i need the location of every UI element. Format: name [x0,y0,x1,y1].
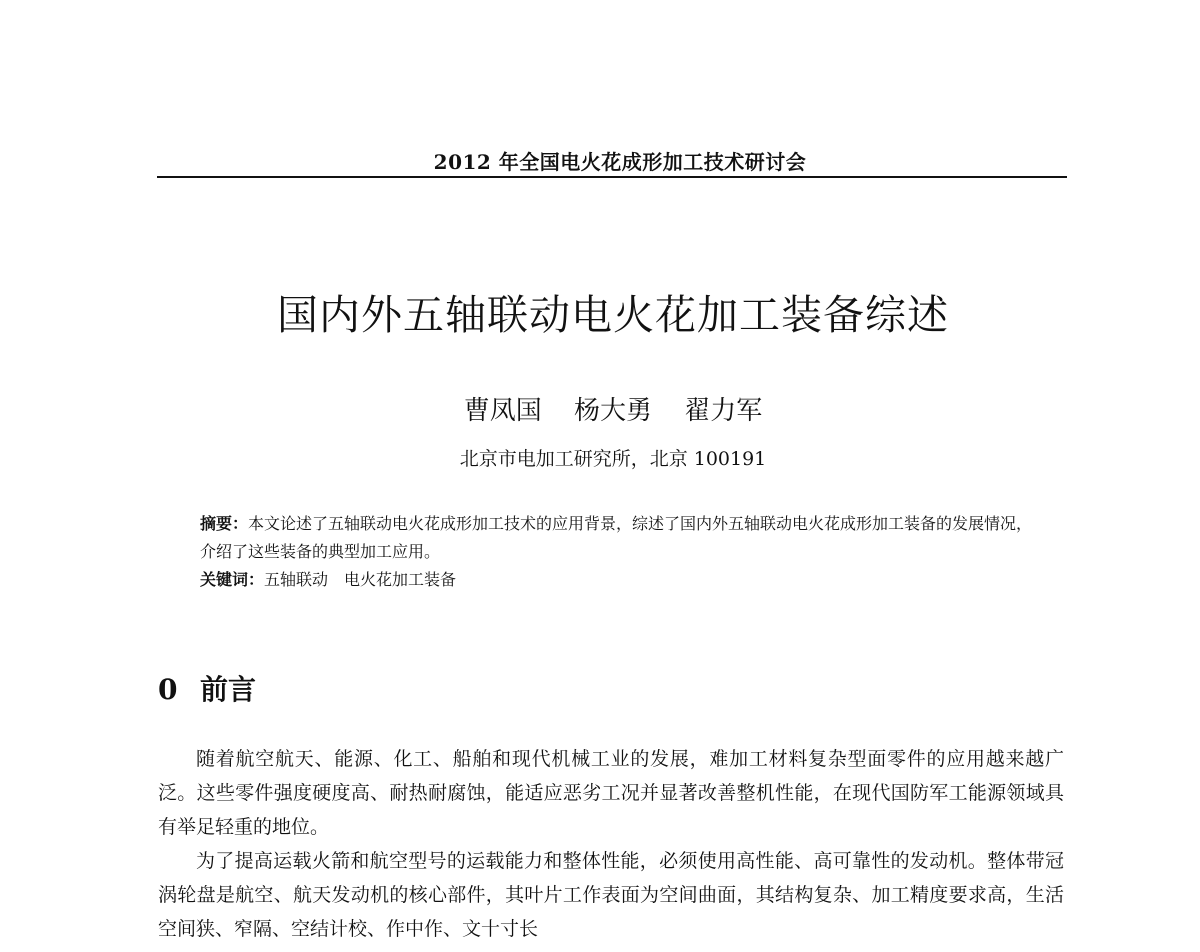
paragraph: 随着航空航天、能源、化工、船舶和现代机械工业的发展，难加工材料复杂型面零件的应用越来越广泛。这些零件强度硬度高、耐热耐腐蚀，能适应恶劣工况并显著改善整机性能，在现代国防军工能源领域具有举足轻重的地位。 [158,748,1064,838]
running-header: 2012 年全国电火花成形加工技术研讨会 [433,150,807,174]
paper-title: 国内外五轴联动电火花加工装备综述 [277,291,949,339]
section-number: 0 [158,673,178,706]
keywords-text: 五轴联动 电火花加工装备 [264,570,457,589]
keywords [200,566,1040,594]
body-text [158,742,1064,946]
affiliation: 北京市电加工研究所，北京 100191 [459,448,767,470]
abstract-label: 摘要： [200,514,249,533]
abstract-block [200,510,1040,594]
abstract [200,510,1040,566]
header-rule [157,176,1067,178]
keywords-label: 关键词： [200,570,265,589]
section-title: 前言 [200,673,257,706]
authors: 曹凤国 杨大勇 翟力军 [463,396,763,426]
paragraph: 为了提高运载火箭和航空型号的运载能力和整体性能，必须使用高性能、高可靠性的发动机。整体带冠涡轮盘是航空、航天发动机的核心部件，其叶片工作表面为空间曲面，其结构复杂、加工精度要求高，生活空间狭、窄隔、空结计校、作中作、文十寸长 [158,850,1064,940]
abstract-text: 本文论述了五轴联动电火花成形加工技术的应用背景，综述了国内外五轴联动电火花成形加工装备的发展情况，介绍了这些装备的典型加工应用。 [200,514,1033,561]
section-heading [158,668,256,708]
